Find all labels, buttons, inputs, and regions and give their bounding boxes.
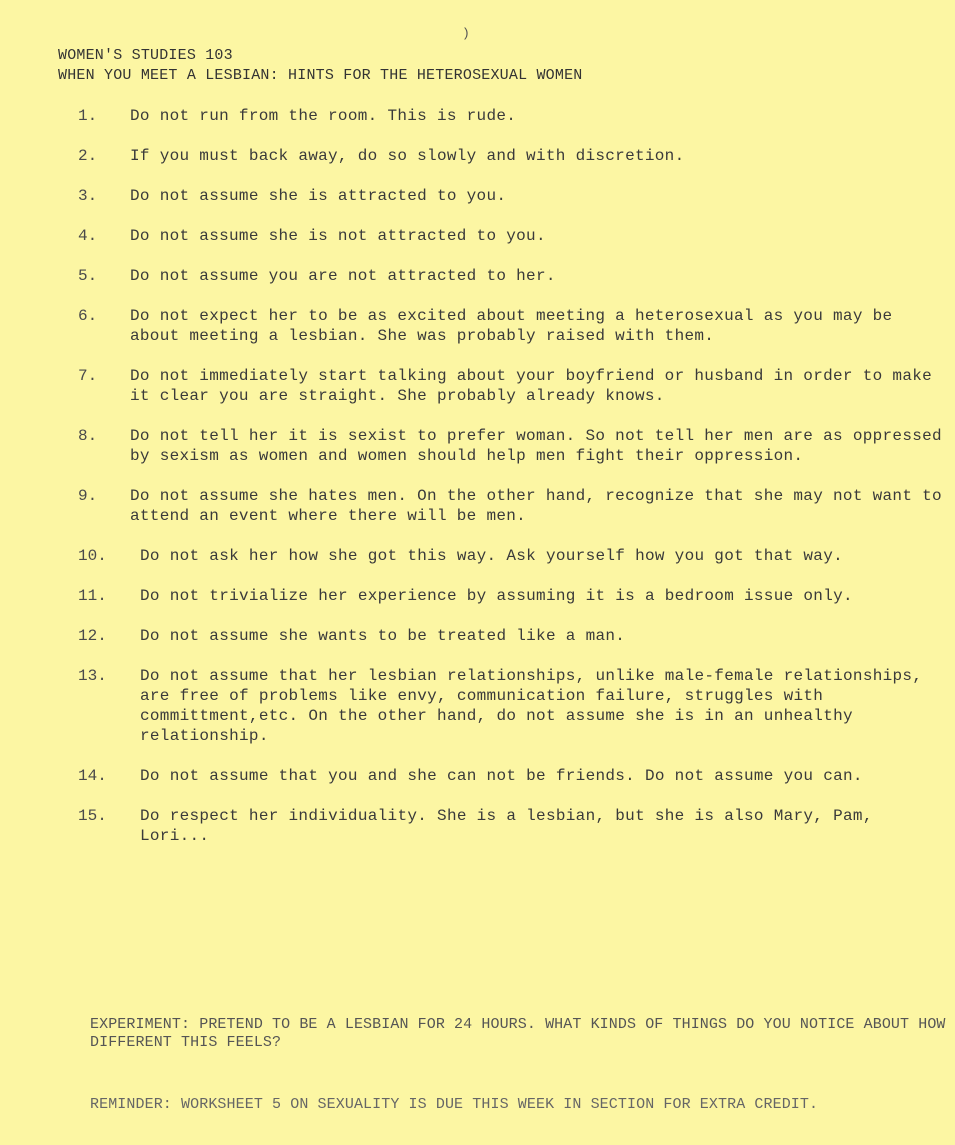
list-item bbox=[78, 226, 948, 246]
list-item bbox=[78, 186, 948, 206]
reminder-note: REMINDER: WORKSHEET 5 ON SEXUALITY IS DUE THIS WEEK IN SECTION FOR EXTRA CREDIT. bbox=[90, 1096, 819, 1113]
item-text: Do not immediately start talking about your boyfriend or husband in order to make it clear you are straight. She probably already knows. bbox=[130, 367, 933, 405]
stray-mark: ) bbox=[462, 26, 470, 41]
item-text: Do not assume that her lesbian relationships, unlike male-female relationships, are free of problems like envy, communication failure, struggles with committment,etc. On the other hand, do not assume she is in an unhealthy relationship. bbox=[140, 667, 923, 745]
item-number: 1. bbox=[78, 107, 98, 125]
item-text: If you must back away, do so slowly and with discretion. bbox=[130, 147, 685, 165]
item-number: 4. bbox=[78, 227, 98, 245]
item-number: 9. bbox=[78, 487, 98, 505]
list-item bbox=[78, 626, 948, 646]
hints-list bbox=[78, 106, 948, 846]
item-text: Do not assume she wants to be treated like a man. bbox=[140, 627, 626, 645]
item-text: Do not expect her to be as excited about meeting a heterosexual as you may be about meeting a lesbian. She was probably raised with them. bbox=[130, 307, 893, 345]
list-item bbox=[78, 146, 948, 166]
list-item bbox=[78, 426, 948, 466]
item-number: 3. bbox=[78, 187, 98, 205]
item-number: 13. bbox=[78, 667, 107, 685]
item-number: 15. bbox=[78, 807, 107, 825]
item-text: Do not assume she is not attracted to you. bbox=[130, 227, 546, 245]
item-text: Do not assume she is attracted to you. bbox=[130, 187, 507, 205]
list-item bbox=[78, 806, 948, 846]
list-item bbox=[78, 486, 948, 526]
list-item bbox=[78, 266, 948, 286]
list-item bbox=[78, 306, 948, 346]
list-item bbox=[78, 666, 948, 746]
item-text: Do not trivialize her experience by assuming it is a bedroom issue only. bbox=[140, 587, 853, 605]
item-number: 8. bbox=[78, 427, 98, 445]
item-text: Do not tell her it is sexist to prefer woman. So not tell her men are as oppressed by sexism as women and women should help men fight their oppression. bbox=[130, 427, 942, 465]
list-item bbox=[78, 766, 948, 786]
list-item bbox=[78, 586, 948, 606]
document-heading bbox=[58, 46, 582, 86]
list-item bbox=[78, 106, 948, 126]
item-text: Do not run from the room. This is rude. bbox=[130, 107, 517, 125]
item-number: 14. bbox=[78, 767, 107, 785]
document-title: WHEN YOU MEET A LESBIAN: HINTS FOR THE HETEROSEXUAL WOMEN bbox=[58, 67, 583, 84]
item-number: 5. bbox=[78, 267, 98, 285]
list-item bbox=[78, 366, 948, 406]
item-number: 12. bbox=[78, 627, 107, 645]
item-text: Do respect her individuality. She is a lesbian, but she is also Mary, Pam, Lori... bbox=[140, 807, 873, 845]
item-text: Do not assume that you and she can not be friends. Do not assume you can. bbox=[140, 767, 863, 785]
item-number: 2. bbox=[78, 147, 98, 165]
item-text: Do not assume you are not attracted to her. bbox=[130, 267, 556, 285]
item-number: 10. bbox=[78, 547, 107, 565]
item-text: Do not assume she hates men. On the other hand, recognize that she may not want to attend an event where there will be men. bbox=[130, 487, 942, 525]
item-number: 7. bbox=[78, 367, 98, 385]
list-item bbox=[78, 546, 948, 566]
item-text: Do not ask her how she got this way. Ask yourself how you got that way. bbox=[140, 547, 844, 565]
course-title: WOMEN'S STUDIES 103 bbox=[58, 47, 233, 64]
item-number: 6. bbox=[78, 307, 98, 325]
experiment-note: EXPERIMENT: PRETEND TO BE A LESBIAN FOR 24 HOURS. WHAT KINDS OF THINGS DO YOU NOTICE ABOUT HOW DIFFERENT THIS FEELS? bbox=[90, 1016, 946, 1051]
item-number: 11. bbox=[78, 587, 107, 605]
